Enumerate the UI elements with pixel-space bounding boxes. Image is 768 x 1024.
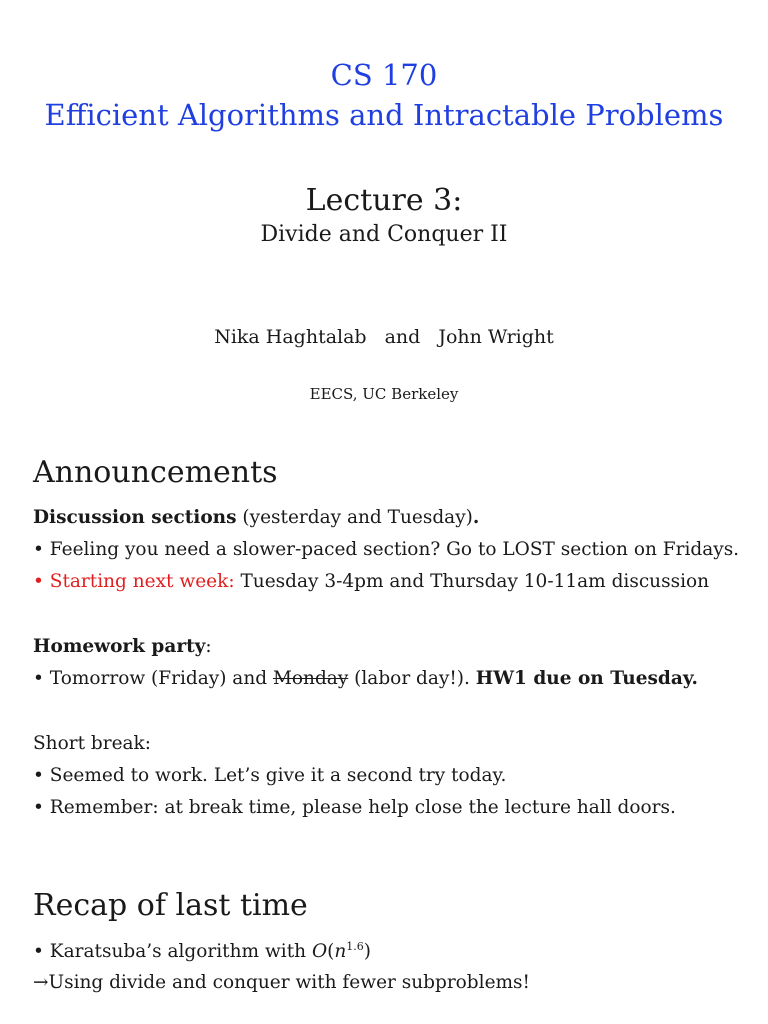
discussion-line [33, 507, 479, 528]
struck-monday: Monday [272, 668, 349, 689]
homework-line [33, 636, 212, 657]
recap-bullet-1 [33, 940, 371, 962]
math-exponent: 1.6 [346, 940, 364, 953]
author-2: John Wright [438, 326, 554, 348]
lecture-number: Lecture 3: [305, 183, 463, 218]
short-break-label: Short break: [33, 733, 151, 754]
homework-bullet [33, 668, 698, 689]
math-close-paren: ) [363, 941, 371, 963]
starting-next-week: • Starting next week: [33, 571, 235, 592]
math-open-paren: ( [327, 941, 335, 963]
discussion-label: Discussion sections [33, 507, 237, 528]
author-1: Nika Haghtalab [214, 326, 367, 348]
homework-label: Homework party [33, 636, 206, 657]
course-name: Efficient Algorithms and Intractable Problems [44, 98, 724, 132]
math-big-o: O [311, 941, 328, 963]
short-break-bullet-2: • Remember: at break time, please help close the lecture hall doors. [33, 797, 676, 818]
announcements-heading: Announcements [33, 455, 278, 490]
hw1-due: HW1 due on Tuesday. [475, 668, 698, 689]
short-break-bullet-1: • Seemed to work. Let’s give it a second try today. [33, 765, 507, 786]
homework-bullet-start: • Tomorrow (Friday) and [33, 668, 273, 689]
recap-heading: Recap of last time [33, 888, 308, 923]
discussion-period: . [472, 507, 480, 528]
lecture-subtitle: Divide and Conquer II [260, 222, 508, 247]
discussion-times: Tuesday 3-4pm and Thursday 10-11am discussion [234, 571, 710, 592]
discussion-bullet-1: • Feeling you need a slower-paced section? Go to LOST section on Fridays. [33, 539, 740, 560]
math-n: n [334, 941, 347, 963]
author-conjunction: and [384, 326, 421, 348]
affiliation: EECS, UC Berkeley [309, 385, 459, 403]
recap-bullet-1-text: • Karatsuba’s algorithm with [33, 941, 312, 963]
course-code: CS 170 [330, 58, 438, 92]
authors [0, 326, 768, 348]
discussion-rest: (yesterday and Tuesday) [236, 507, 473, 528]
homework-colon: : [205, 636, 212, 657]
homework-bullet-mid: (labor day!). [348, 668, 476, 689]
recap-bullet-2: →Using divide and conquer with fewer subproblems! [33, 972, 530, 993]
discussion-bullet-2 [33, 571, 709, 592]
